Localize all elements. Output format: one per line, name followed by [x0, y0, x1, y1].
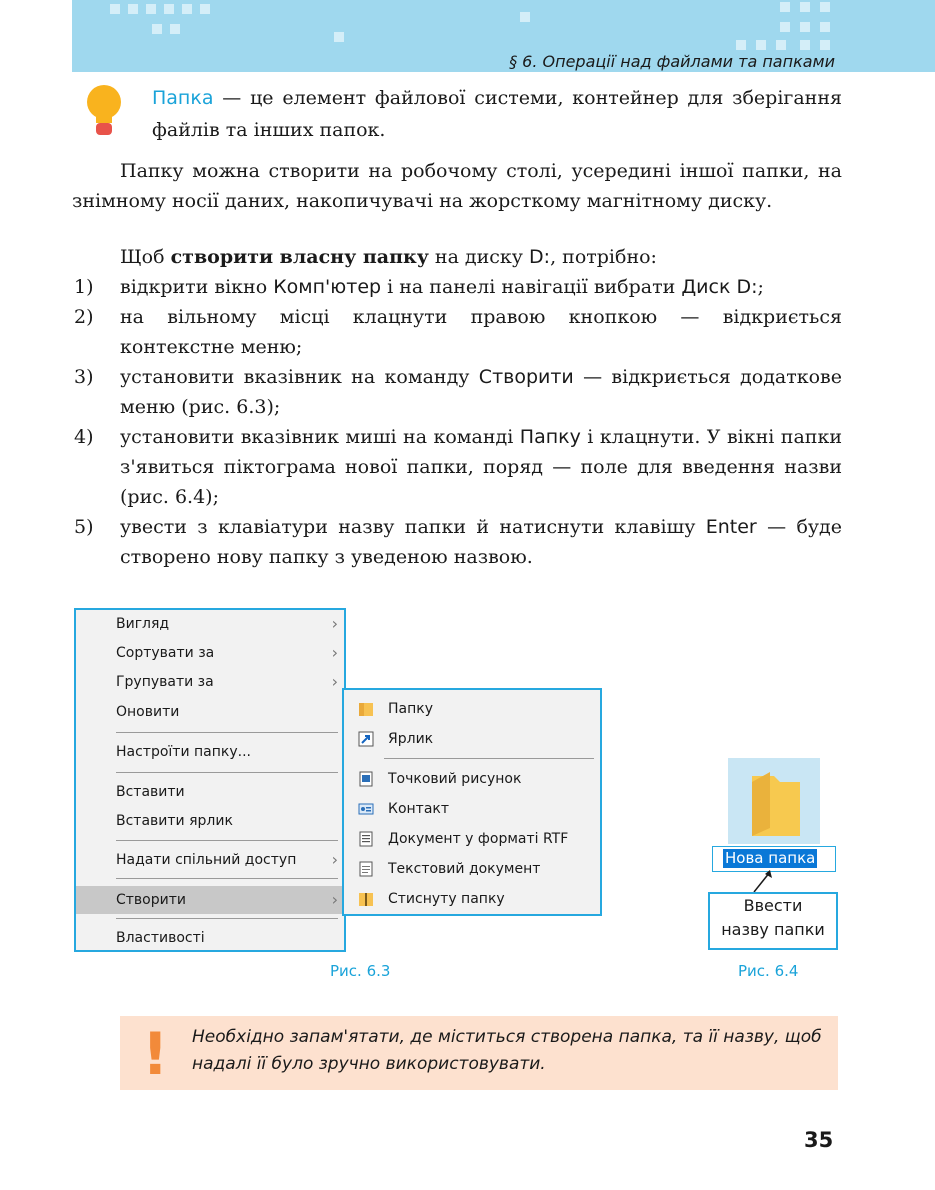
figure-caption-6-3: Рис. 6.3 — [330, 962, 391, 980]
submenu-item-zip-folder[interactable] — [344, 884, 600, 914]
submenu-item-label: Точковий рисунок — [388, 771, 522, 787]
menu-separator — [116, 840, 338, 841]
menu-item-customize-folder[interactable] — [76, 738, 344, 766]
menu-item-label: Надати спільний доступ — [116, 852, 297, 868]
zip-folder-icon — [358, 891, 374, 907]
paragraph-1: Папку можна створити на робочому столі, усередині іншої папки, на знімному носії даних, накопичувачі на жорсткому магнітному диску. — [72, 160, 842, 212]
menu-item-sort-by[interactable] — [76, 639, 344, 667]
step-text: ; — [757, 276, 764, 298]
submenu-item-folder[interactable] — [344, 694, 600, 724]
figure-caption-6-4: Рис. 6.4 — [738, 962, 799, 980]
menu-item-label: Оновити — [116, 704, 180, 720]
step-text: — буде створено нову папку з уведеною назвою. — [120, 516, 842, 568]
definition — [152, 82, 842, 146]
step-text: відкрити вікно — [120, 276, 274, 298]
step-text: установити вказівник на команду — [120, 366, 479, 388]
menu-item-new[interactable] — [76, 886, 344, 914]
step-number: 3) — [74, 366, 94, 388]
menu-item-label: Настроїти папку... — [116, 744, 251, 760]
context-menu — [74, 608, 346, 952]
submenu-item-rtf[interactable] — [344, 824, 600, 854]
submenu-item-label: Документ у форматі RTF — [388, 831, 569, 847]
menu-item-label: Властивості — [116, 930, 205, 946]
page-number: 35 — [804, 1128, 834, 1152]
step-number: 2) — [74, 306, 94, 328]
list-item — [72, 512, 842, 572]
menu-item-refresh[interactable] — [76, 698, 344, 726]
submenu-item-shortcut[interactable] — [344, 724, 600, 754]
new-folder-tile[interactable] — [728, 758, 820, 844]
list-item — [72, 272, 842, 302]
menu-item-paste-shortcut[interactable] — [76, 807, 344, 835]
submenu-item-label: Ярлик — [388, 731, 434, 747]
folder-name-selected-text: Нова папка — [725, 849, 816, 867]
submenu-separator — [384, 758, 594, 759]
list-item — [72, 362, 842, 422]
exclamation-icon: ! — [142, 1020, 169, 1088]
shortcut-icon — [358, 731, 374, 747]
submenu-item-text-document[interactable] — [344, 854, 600, 884]
menu-item-paste[interactable] — [76, 778, 344, 806]
lightbulb-icon — [84, 84, 124, 138]
menu-separator — [116, 878, 338, 879]
list-item — [72, 302, 842, 362]
step-text: увести з клавіатури назву папки й натиснути клавішу — [120, 516, 706, 538]
step-ui-term: Комп'ютер — [273, 276, 382, 298]
menu-item-view[interactable] — [76, 610, 344, 638]
chevron-right-icon: › — [331, 614, 338, 633]
callout-line-1: Ввести — [743, 896, 803, 915]
chevron-right-icon: › — [331, 672, 338, 691]
step-text: і клацнути. У вікні папки з'явиться піктограма нової папки, поряд — поле для введення назви (рис. 6.4); — [120, 426, 842, 508]
p2-after: , потрібно: — [550, 246, 657, 268]
menu-separator — [116, 732, 338, 733]
p2-middle: на диску — [428, 246, 530, 268]
p2-drive: D: — [529, 246, 551, 268]
definition-text: — це елемент файлової системи, контейнер для зберігання файлів та інших папок. — [152, 87, 842, 141]
menu-item-share[interactable] — [76, 846, 344, 874]
callout-box — [708, 892, 838, 950]
step-ui-term: Диск D: — [681, 276, 758, 298]
new-submenu — [342, 688, 602, 916]
p2-bold: створити власну папку — [170, 246, 429, 268]
step-text: на вільному місці клацнути правою кнопкою — відкриється контекстне меню; — [120, 306, 842, 358]
menu-item-label: Групувати за — [116, 674, 214, 690]
step-ui-term: Enter — [705, 516, 757, 538]
folder-icon — [358, 701, 374, 717]
step-text: — відкриється додаткове меню (рис. 6.3); — [120, 366, 842, 418]
callout-arrow-icon — [748, 868, 778, 894]
menu-item-label: Вставити ярлик — [116, 813, 233, 829]
menu-item-label: Вигляд — [116, 616, 170, 632]
submenu-item-bitmap[interactable] — [344, 764, 600, 794]
menu-item-label: Вставити — [116, 784, 185, 800]
menu-item-properties[interactable] — [76, 924, 344, 952]
folder-icon — [746, 768, 804, 838]
rtf-document-icon — [358, 831, 374, 847]
chevron-right-icon: › — [331, 850, 338, 869]
submenu-item-label: Папку — [388, 701, 434, 717]
step-ui-term: Папку — [519, 426, 581, 448]
steps-list — [72, 272, 842, 572]
note-text: Необхідно запам'ятати, де міститься створена папка, та її назву, щоб надалі її було зручно використовувати. — [192, 1027, 822, 1074]
step-ui-term: Створити — [478, 366, 574, 388]
menu-separator — [116, 918, 338, 919]
bitmap-icon — [358, 771, 374, 787]
step-number: 1) — [74, 276, 94, 298]
callout-line-2: назву папки — [721, 920, 825, 939]
step-number: 5) — [74, 516, 94, 538]
menu-separator — [116, 772, 338, 773]
section-header: § 6. Операції над файлами та папками — [509, 52, 835, 71]
submenu-item-label: Контакт — [388, 801, 450, 817]
text-document-icon — [358, 861, 374, 877]
submenu-item-label: Текстовий документ — [388, 861, 541, 877]
chevron-right-icon: › — [331, 890, 338, 909]
paragraph-2 — [72, 242, 842, 272]
step-text: і на панелі навігації вибрати — [381, 276, 682, 298]
definition-term: Папка — [152, 87, 214, 109]
list-item — [72, 422, 842, 512]
chevron-right-icon: › — [331, 643, 338, 662]
submenu-item-label: Стиснуту папку — [388, 891, 505, 907]
p2-before: Щоб — [120, 246, 171, 268]
menu-item-group-by[interactable] — [76, 668, 344, 696]
contact-icon — [358, 801, 374, 817]
submenu-item-contact[interactable] — [344, 794, 600, 824]
step-number: 4) — [74, 426, 94, 448]
step-text: установити вказівник миші на команді — [120, 426, 520, 448]
note-box — [120, 1016, 838, 1090]
menu-item-label: Створити — [116, 892, 186, 908]
menu-item-label: Сортувати за — [116, 645, 215, 661]
